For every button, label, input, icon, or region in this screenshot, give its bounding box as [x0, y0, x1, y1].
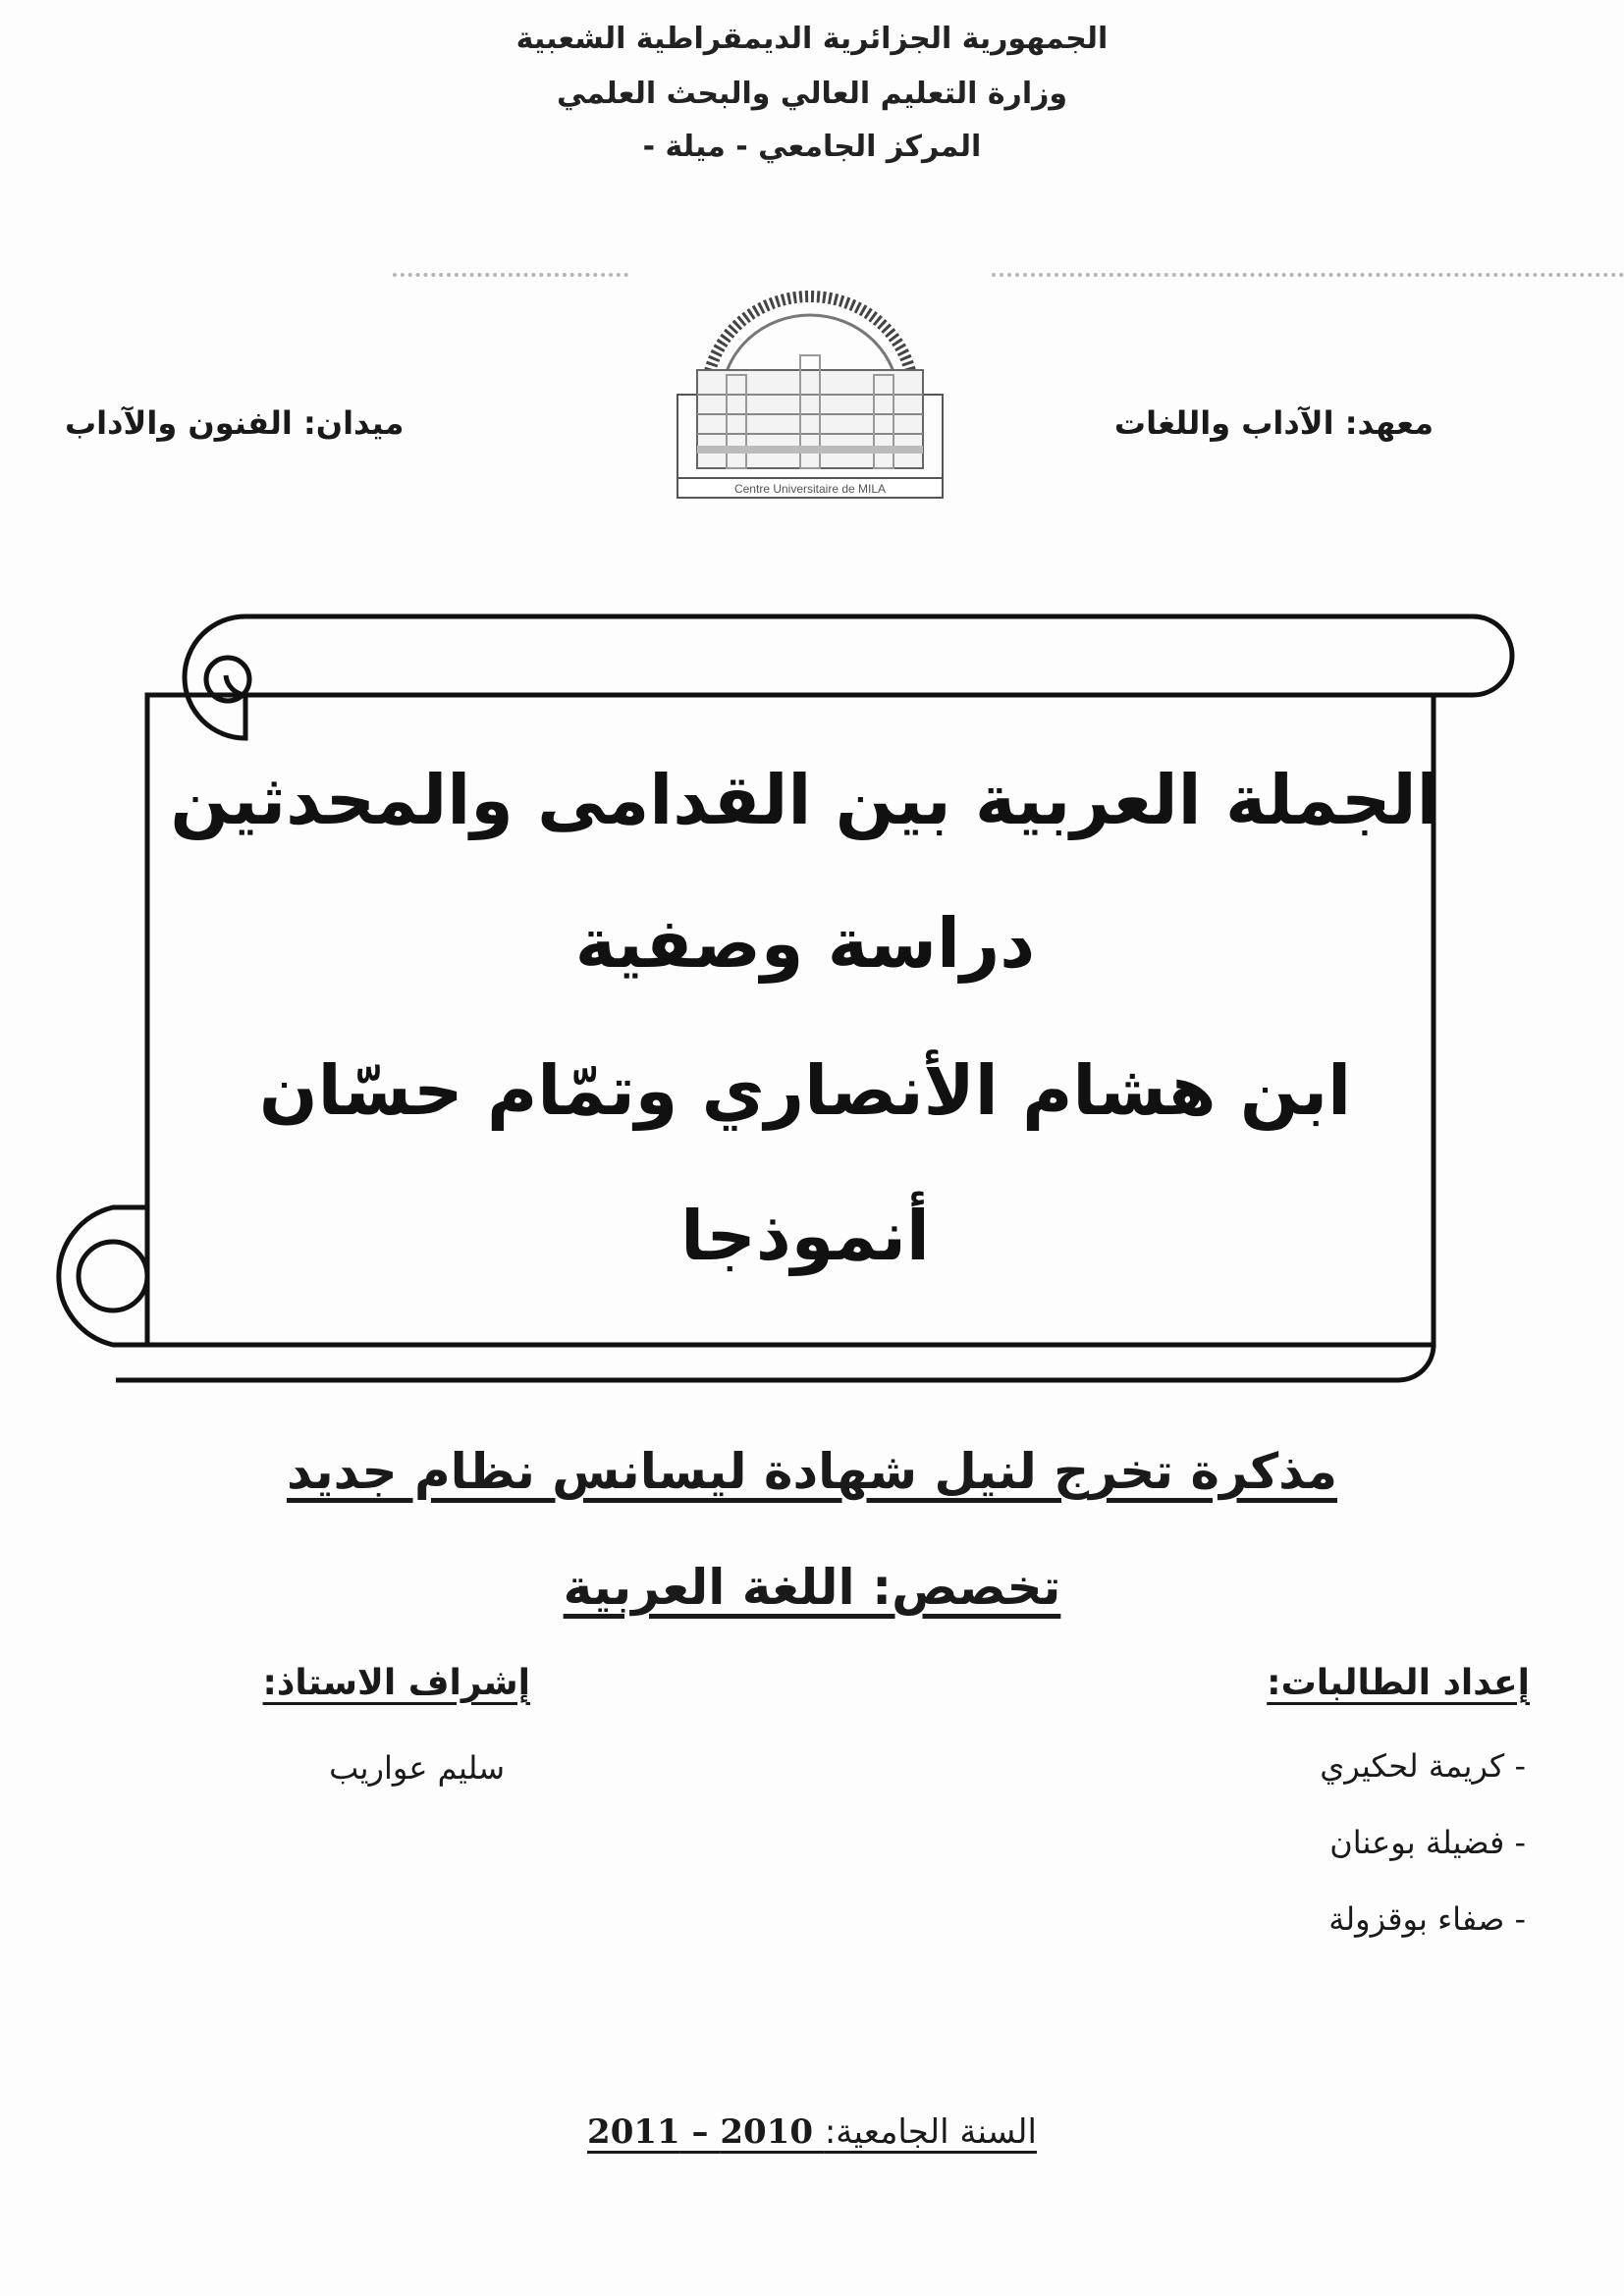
student-name: - كريمة لحكيري	[1320, 1747, 1526, 1785]
scroll-frame	[0, 589, 1624, 1404]
logo-caption: Centre Universitaire de MILA	[733, 482, 887, 496]
university-logo-icon	[668, 277, 952, 501]
header-divider-left	[393, 273, 628, 277]
student-name: - فضيلة بوعنان	[1329, 1824, 1526, 1861]
academic-year	[0, 2112, 1624, 2152]
student-name: - صفاء بوقزولة	[1328, 1900, 1526, 1938]
memo-specialty: تخصص: اللغة العربية	[563, 1559, 1061, 1616]
institute-label: معهد: الآداب واللغات	[1113, 404, 1434, 442]
thesis-title-line4: أنموذجا	[680, 1196, 930, 1276]
academic-year-label: السنة الجامعية:	[824, 2112, 1037, 2152]
header-divider-right	[992, 273, 1624, 277]
republic-name: الجمهورية الجزائرية الديمقراطية الشعبية	[515, 22, 1109, 56]
supervisor-name: سليم عواريب	[329, 1749, 505, 1787]
university-center-name: المركز الجامعي - ميلة -	[642, 130, 982, 164]
field-label: ميدان: الفنون والآداب	[65, 404, 405, 442]
thesis-title-line1: الجملة العربية بين القدامى والمحدثين	[170, 760, 1440, 840]
academic-year-value: 2010 – 2011	[587, 2112, 813, 2152]
supervisor-heading: إشراف الاستاذ:	[262, 1663, 530, 1703]
ministry-name: وزارة التعليم العالي والبحث العلمي	[556, 77, 1068, 111]
thesis-title-line2: دراسة وصفية	[574, 903, 1036, 984]
thesis-title-line3: ابن هشام الأنصاري وتمّام حسّان	[258, 1050, 1352, 1131]
students-heading: إعداد الطالبات:	[1267, 1663, 1530, 1703]
memo-degree: مذكرة تخرج لنيل شهادة ليسانس نظام جديد	[286, 1443, 1338, 1500]
